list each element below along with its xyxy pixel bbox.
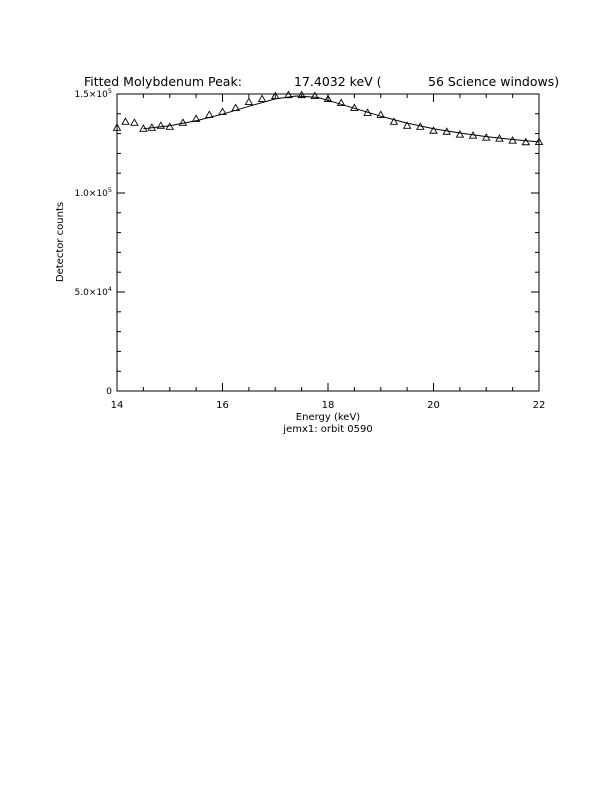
x-tick-label: 18	[321, 400, 335, 411]
x-tick-label: 22	[532, 400, 546, 411]
data-point-triangle	[122, 118, 129, 124]
chart-title-left: Fitted Molybdenum Peak:	[84, 74, 242, 89]
data-point-triangle	[131, 119, 138, 125]
y-tick-label: $5.0\times 10^4$	[74, 285, 112, 298]
fit-line	[143, 96, 539, 142]
chart-title-energy: 17.4032 keV (	[294, 74, 382, 89]
y-axis-label: Detector counts	[55, 201, 66, 283]
chart-subtitle: jemx1: orbit 0590	[283, 424, 373, 435]
x-tick-label: 14	[110, 400, 124, 411]
data-point-triangle	[456, 131, 463, 137]
x-tick-label: 16	[216, 400, 229, 411]
data-point-triangle	[522, 139, 529, 145]
data-point-triangle	[259, 95, 266, 101]
data-point-triangle	[245, 98, 252, 104]
y-tick-label: $1.0\times 10^5$	[74, 186, 112, 199]
x-tick-label: 20	[427, 400, 440, 411]
y-tick-label: $1.5\times 10^5$	[74, 87, 112, 100]
x-axis-label: Energy (keV)	[295, 412, 361, 423]
chart-title-windows: 56 Science windows)	[428, 74, 560, 89]
y-tick-label: 0	[106, 387, 112, 397]
